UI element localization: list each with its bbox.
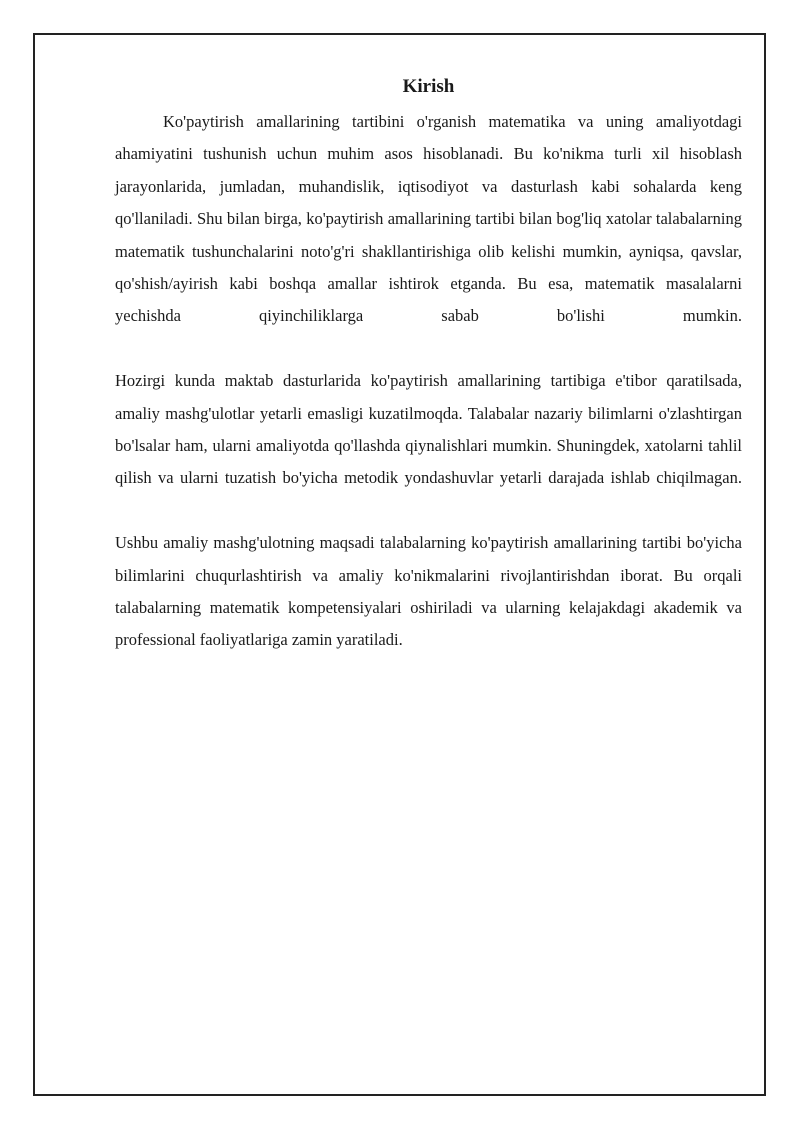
paragraph-spacer [115, 333, 742, 365]
paragraph-intro: Ko'paytirish amallarining tartibini o'rganish matematika va uning amaliyotdagi ahamiyatini tushunish uchun muhim asos hisoblanadi. Bu ko'nikma turli xil hisoblash jarayonlarida, jumladan, muhandislik, iqtisodiyot va dasturlash kabi sohalarda keng qo'llaniladi. Shu bilan birga, ko'paytirish amallarining tartibi bilan bog'liq xatolar talabalarning matematik tushunchalarini noto'g'ri shakllantirishiga olib kelishi mumkin, ayniqsa, qavslar, qo'shish/ayirish kabi boshqa amallar ishtirok etganda. Bu esa, matematik masalalarni yechishda qiyinchiliklarga sabab bo'lishi mumkin. [115, 112, 742, 326]
paragraph-current-state: Hozirgi kunda maktab dasturlarida ko'paytirish amallarining tartibiga e'tibor qaratilsada, amaliy mashg'ulotlar yetarli emasligi kuzatilmoqda. Talabalar nazariy bilimlarni o'zlashtirgan bo'lsalar ham, ularni amaliyotda qo'llashda qiynalishlari mumkin. Shuningdek, xatolarni tahlil qilish va ularni tuzatish bo'yicha metodik yondashuvlar yetarli darajada ishlab chiqilmagan. [115, 371, 742, 488]
document-title: Kirish [402, 76, 455, 97]
paragraph-spacer [115, 495, 742, 527]
paragraph-goal: Ushbu amaliy mashg'ulotning maqsadi talabalarning ko'paytirish amallarining tartibi bo'yicha bilimlarini chuqurlashtirish va amaliy ko'nikmalarini rivojlantirishdan iborat. Bu orqali talabalarning matematik kompetensiyalari oshiriladi va ularning kelajakdagi akademik va professional faoliyatlariga zamin yaratiladi. [115, 533, 742, 650]
document-body [115, 74, 742, 657]
